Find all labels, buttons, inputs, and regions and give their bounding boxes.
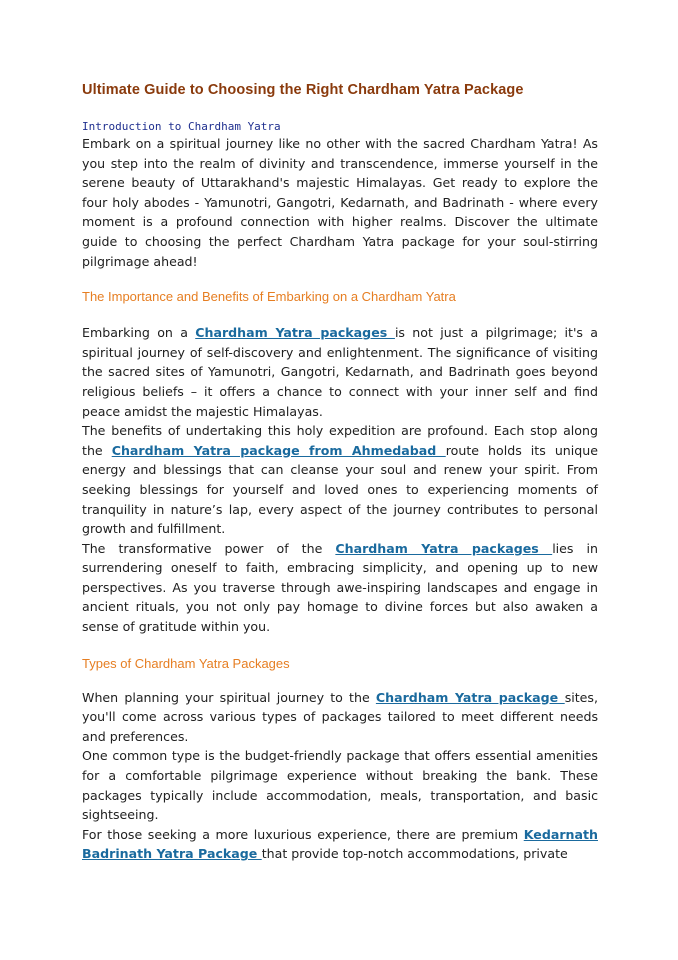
document-title: Ultimate Guide to Choosing the Right Chardham Yatra Package [82,82,524,98]
section-heading-types: Types of Chardham Yatra Packages [82,655,290,671]
link-kedarnath-badrinath-yatra-package[interactable]: Kedarnath Badrinath Yatra Package [82,826,598,862]
section2-paragraph-2: One common type is the budget-friendly package that offers essential amenities for a comfortable pilgrimage experience without breaking the bank. These packages typically include accommodation, meals, transportation, and basic sightseeing. [82,748,598,823]
text-span: sites, you'll come across various types of packages tailored to meet different needs and preferences. [82,689,598,744]
intro-paragraph: Embark on a spiritual journey like no other with the sacred Chardham Yatra! As you step into the realm of divinity and transcendence, immerse yourself in the serene beauty of Uttarakhand's majestic Himalayas. Get ready to explore the four holy abodes - Yamunotri, Gangotri, Kedarnath, and Badrinath - where every moment is a profound connection with higher realms. Discover the ultimate guide to choosing the perfect Chardham Yatra package for your soul-stirring pilgrimage ahead! [82,136,598,269]
link-chardham-yatra-packages[interactable]: Chardham Yatra packages [195,325,395,341]
link-chardham-yatra-package-from-ahmedabad[interactable]: Chardham Yatra package from Ahmedabad [111,442,446,458]
link-chardham-yatra-package[interactable]: Chardham Yatra package [375,689,565,705]
section1-paragraph-1 [82,323,598,421]
section1-paragraph-3 [82,539,598,637]
text-span: route holds its unique energy and blessings that can cleanse your soul and renew your spirit. From seeking blessings for yourself and loved ones to experiencing moments of tranquility in nature’s lap, every aspect of the journey contributes to personal growth and fulfillment. [82,442,599,537]
text-span: Embarking on a [82,325,196,341]
section2-paragraph-1 [82,688,598,747]
section-heading-importance: The Importance and Benefits of Embarking on a Chardham Yatra [82,289,456,305]
document-content [82,82,598,864]
text-span: For those seeking a more luxurious experience, there are premium [82,826,524,842]
section1-paragraph-2 [82,421,598,539]
text-span: that provide top-notch accommodations, private [261,846,568,862]
link-chardham-yatra-packages[interactable]: Chardham Yatra packages [335,540,553,556]
text-span: lies in surrendering oneself to faith, embracing simplicity, and opening up to new perspectives. As you traverse through awe-inspiring landscapes and engage in ancient rituals, you not only pay homage to divine forces but also awaken a sense of gratitude within you. [82,540,598,635]
section2-paragraph-3 [82,825,598,864]
intro-label: Introduction to Chardham Yatra [82,120,281,133]
text-span: The transformative power of the [82,540,336,556]
text-span: When planning your spiritual journey to the [82,689,376,705]
text-span: The benefits of undertaking this holy expedition are profound. Each stop along the [82,423,598,458]
text-span: is not just a pilgrimage; it's a spiritual journey of self-discovery and enlightenment. The significance of visiting the sacred sites of Yamunotri, Gangotri, Kedarnath, and Badrinath goes beyond religious beliefs – it offers a chance to connect with your inner self and find peace amidst the majestic Himalayas. [82,325,599,419]
